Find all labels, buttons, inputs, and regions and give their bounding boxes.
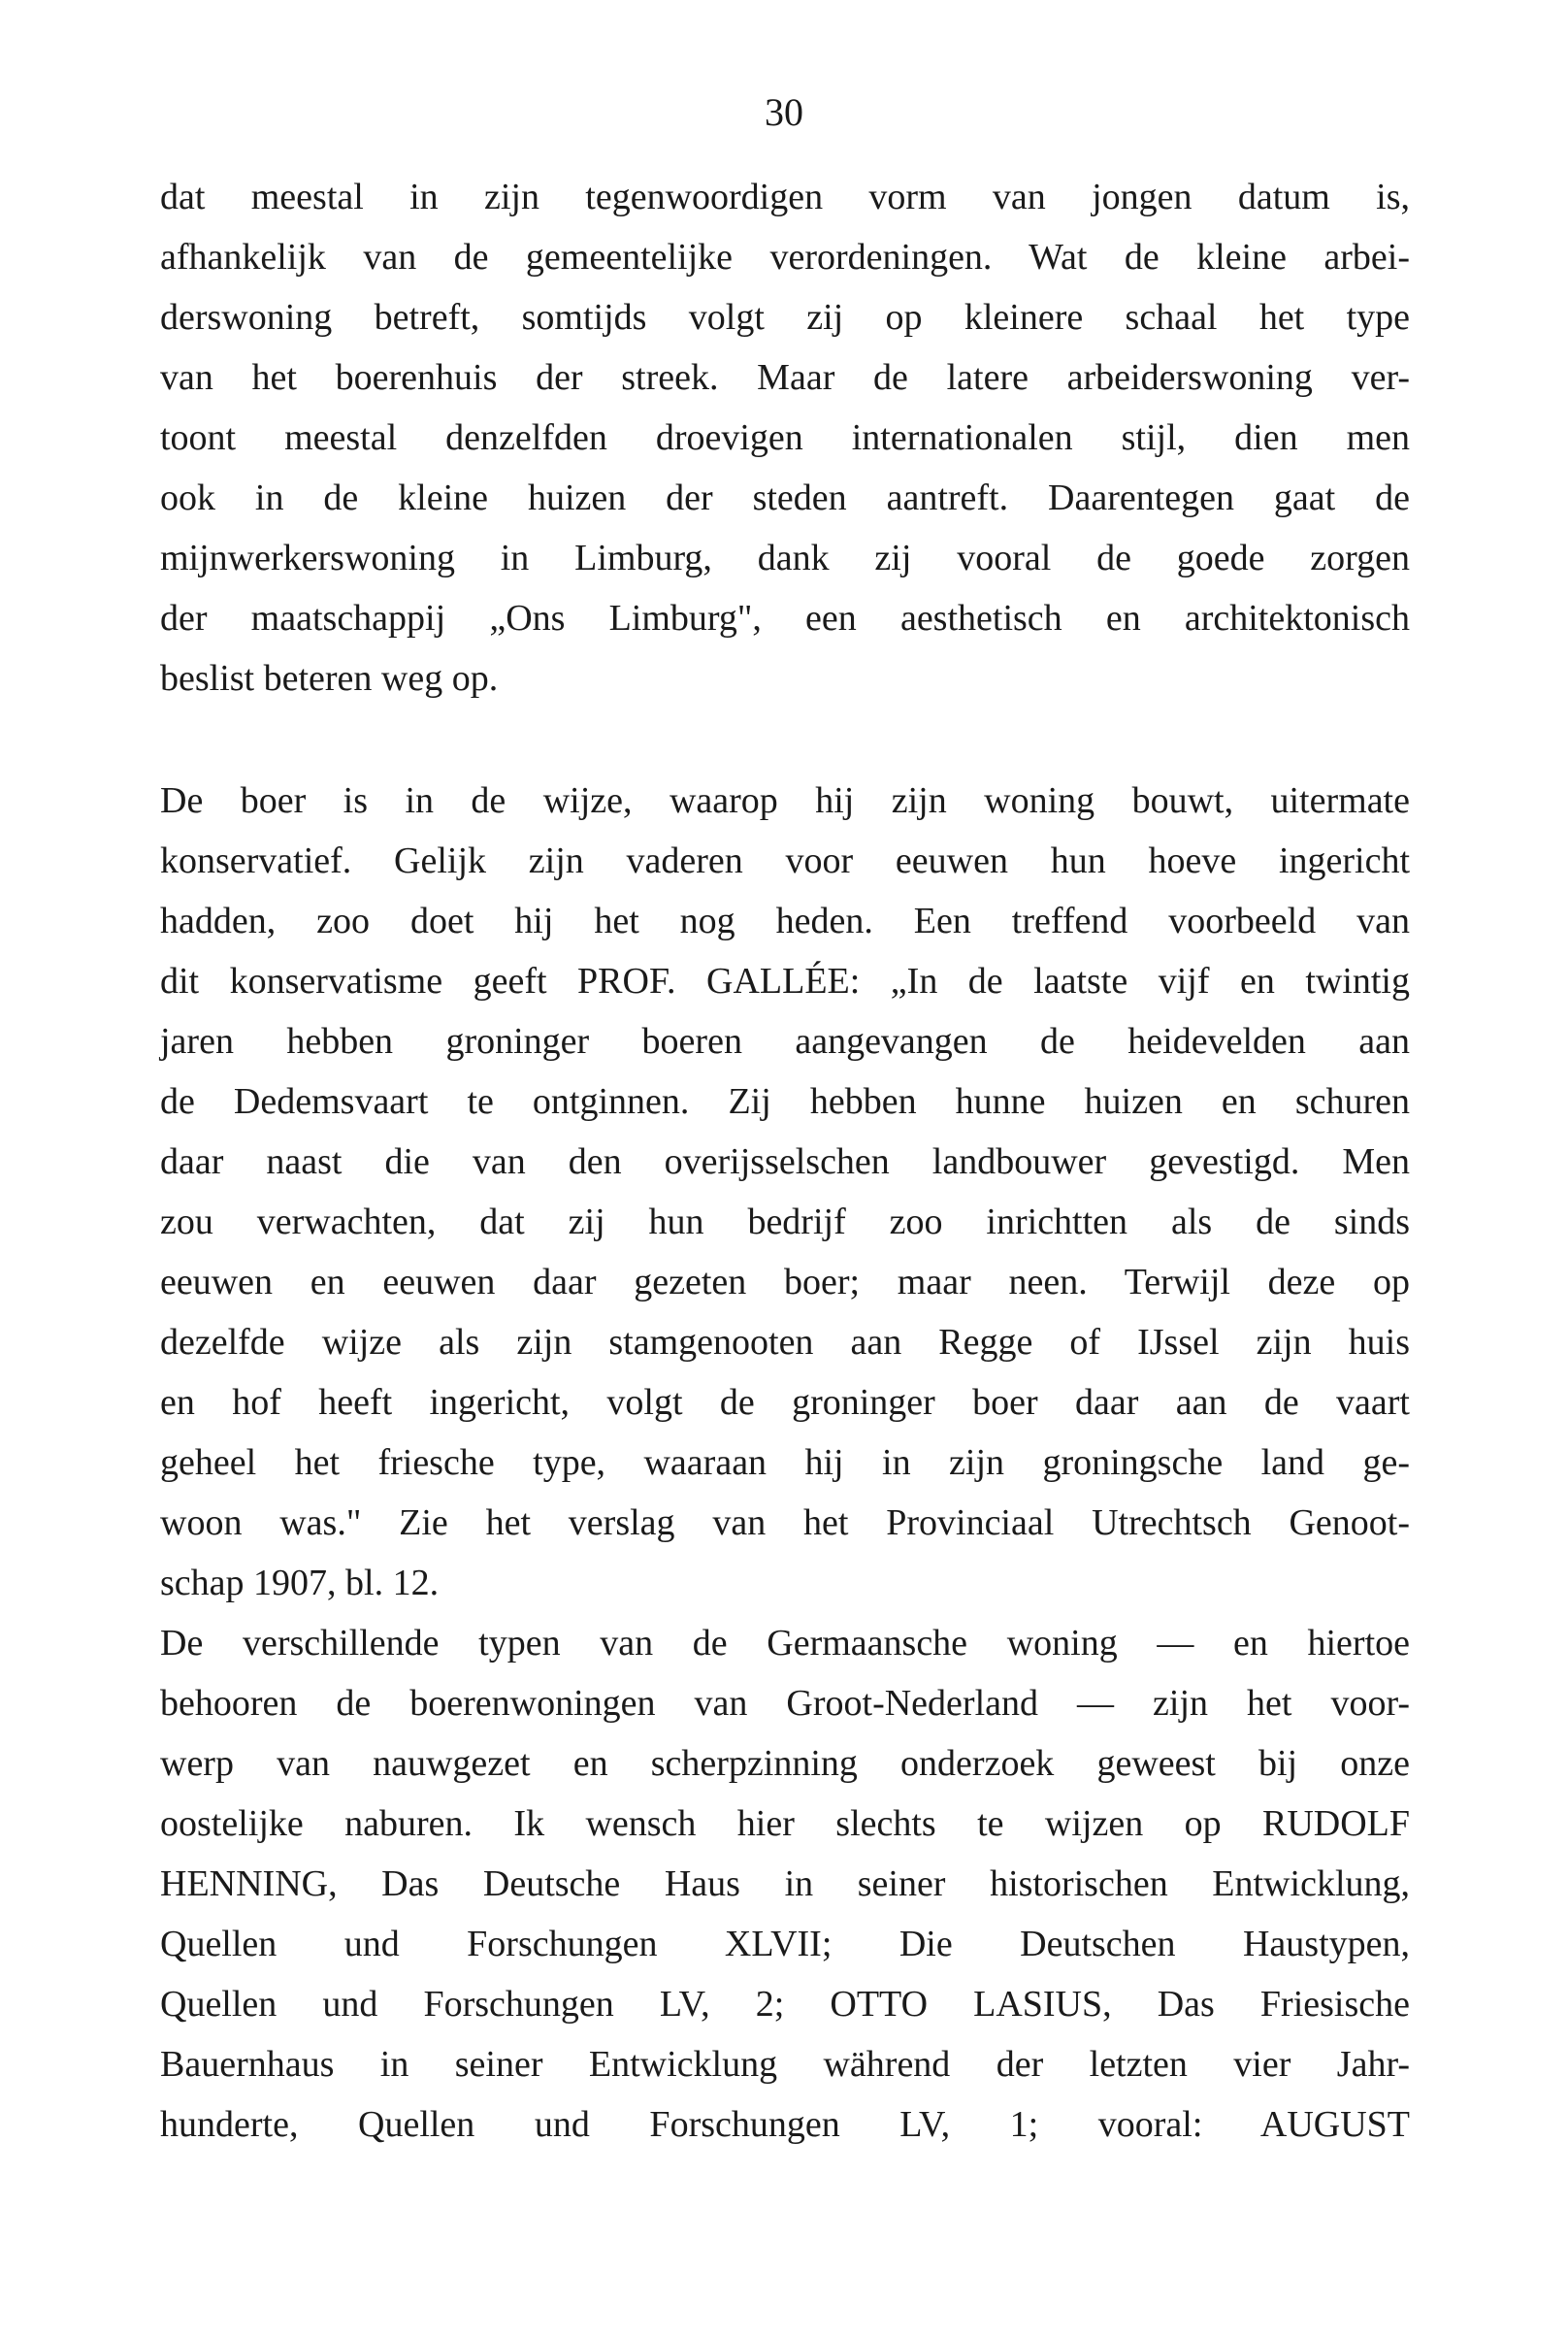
text-line: De verschillende typen van de Germaansche woning — en hiertoe xyxy=(160,1623,1410,1664)
text-line: De boer is in de wijze, waarop hij zijn woning bouwt, uitermate xyxy=(160,780,1410,821)
page-number: 30 xyxy=(765,90,803,134)
text-line: Bauernhaus in seiner Entwicklung während der letzten vier Jahr- xyxy=(160,2044,1410,2085)
text-line: Quellen und Forschungen XLVII; Die Deutschen Haustypen, xyxy=(160,1924,1410,1964)
text-line: geheel het friesche type, waaraan hij in zijn groningsche land ge- xyxy=(160,1442,1410,1483)
text-line: toont meestal denzelfden droevigen internationalen stijl, dien men xyxy=(160,417,1410,458)
text-line: werp van nauwgezet en scherpzinning onderzoek geweest bij onze xyxy=(160,1743,1410,1784)
text-line: dezelfde wijze als zijn stamgenooten aan Regge of IJssel zijn huis xyxy=(160,1322,1410,1363)
text-line: hunderte, Quellen und Forschungen LV, 1; vooral: AUGUST xyxy=(160,2104,1410,2145)
text-line: en hof heeft ingericht, volgt de groninger boer daar aan de vaart xyxy=(160,1382,1410,1423)
text-line: Quellen und Forschungen LV, 2; OTTO LASIUS, Das Friesische xyxy=(160,1984,1410,2025)
text-line: hadden, zoo doet hij het nog heden. Een treffend voorbeeld van xyxy=(160,901,1410,941)
text-line: dit konservatisme geeft PROF. GALLÉE: „In de laatste vijf en twintig xyxy=(160,961,1410,1002)
text-line: afhankelijk van de gemeentelijke verordeningen. Wat de kleine arbei- xyxy=(160,237,1410,278)
text-line: oostelijke naburen. Ik wensch hier slechts te wijzen op RUDOLF xyxy=(160,1803,1410,1844)
text-line: HENNING, Das Deutsche Haus in seiner historischen Entwicklung, xyxy=(160,1863,1410,1904)
text-line: dat meestal in zijn tegenwoordigen vorm van jongen datum is, xyxy=(160,177,1410,217)
text-line: mijnwerkerswoning in Limburg, dank zij vooral de goede zorgen xyxy=(160,538,1410,578)
text-line: schap 1907, bl. 12. xyxy=(160,1563,440,1603)
text-line: de Dedemsvaart te ontginnen. Zij hebben hunne huizen en schuren xyxy=(160,1081,1410,1122)
text-line: eeuwen en eeuwen daar gezeten boer; maar neen. Terwijl deze op xyxy=(160,1262,1410,1302)
text-line: derswoning betreft, somtijds volgt zij op kleinere schaal het type xyxy=(160,297,1410,338)
text-line: behooren de boerenwoningen van Groot-Nederland — zijn het voor- xyxy=(160,1683,1410,1724)
text-line: zou verwachten, dat zij hun bedrijf zoo inrichtten als de sinds xyxy=(160,1202,1410,1242)
text-line: van het boerenhuis der streek. Maar de latere arbeiderswoning ver- xyxy=(160,357,1410,398)
text-line: jaren hebben groninger boeren aangevangen de heidevelden aan xyxy=(160,1021,1410,1062)
text-line: der maatschappij „Ons Limburg", een aesthetisch en architektonisch xyxy=(160,598,1410,639)
text-line: ook in de kleine huizen der steden aantreft. Daarentegen gaat de xyxy=(160,478,1410,518)
paragraph-germanic-dwelling-research xyxy=(160,1613,1410,2155)
paragraph-farmer-conservatism xyxy=(160,771,1410,1613)
paragraph-housing-types xyxy=(160,167,1410,708)
text-line: daar naast die van den overijsselschen landbouwer gevestigd. Men xyxy=(160,1141,1410,1182)
text-line: beslist beteren weg op. xyxy=(160,658,499,699)
text-line: konservatief. Gelijk zijn vaderen voor eeuwen hun hoeve ingericht xyxy=(160,840,1410,881)
text-line: woon was." Zie het verslag van het Provinciaal Utrechtsch Genoot- xyxy=(160,1502,1410,1543)
